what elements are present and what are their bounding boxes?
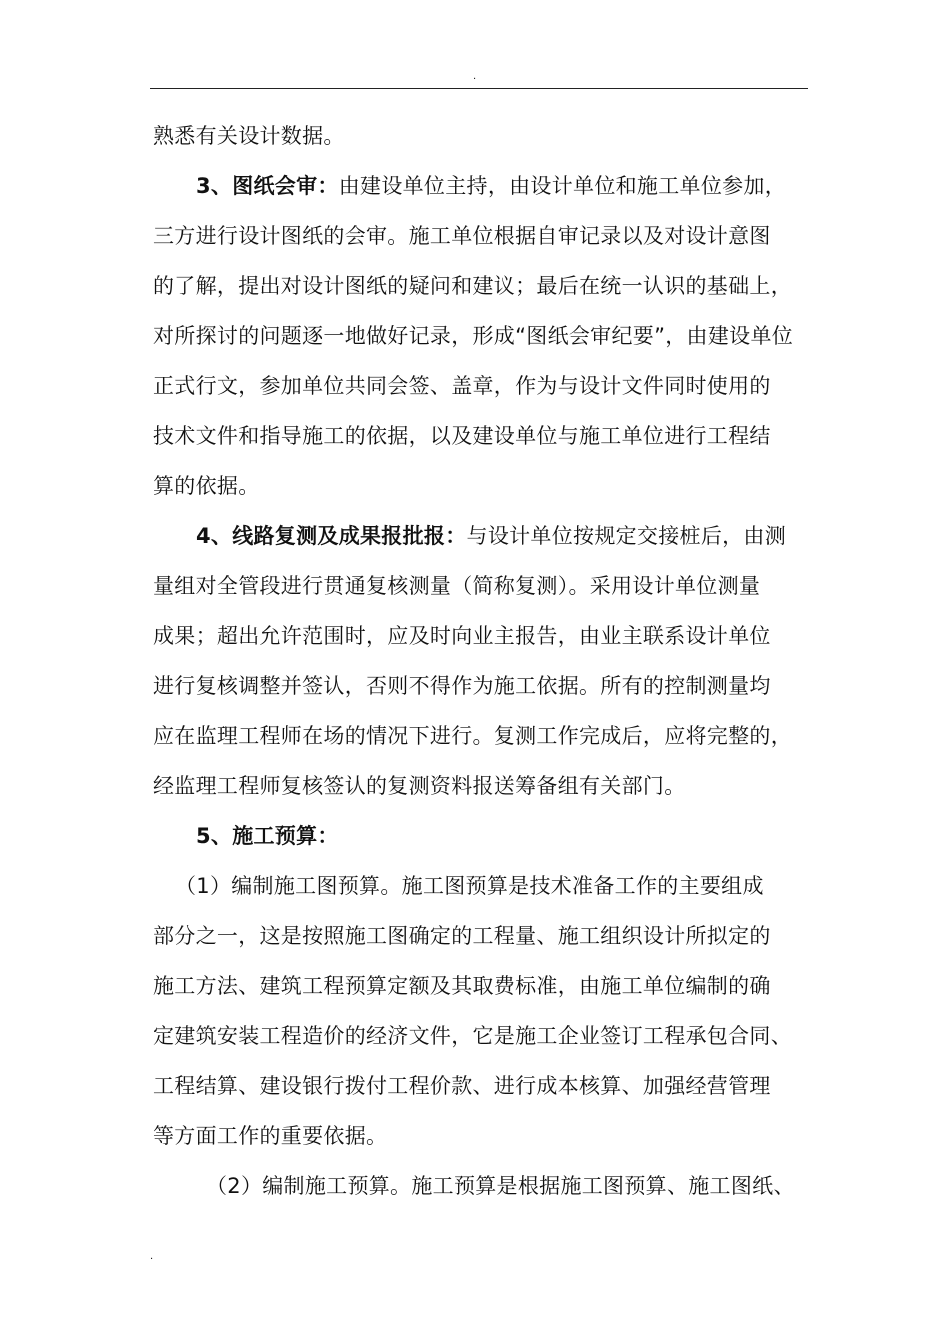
section-3-paragraph (153, 161, 813, 211)
paragraph-line: 施工方法、建筑工程预算定额及其取费标准，由施工单位编制的确 (153, 974, 771, 998)
paragraph-line: 应在监理工程师在场的情况下进行。复测工作完成后，应将完整的， (153, 724, 792, 748)
section-5-heading: 5、施工预算： (196, 824, 339, 848)
paragraph-line: 量组对全管段进行贯通复核测量（简称复测）。采用设计单位测量 (153, 574, 761, 598)
document-body (153, 111, 813, 1211)
paragraph-line: 正式行文，参加单位共同会签、盖章，作为与设计文件同时使用的 (153, 374, 771, 398)
paragraph-line: 由建设单位主持，由设计单位和施工单位参加， (338, 174, 787, 198)
section-4-heading: 4、线路复测及成果报批报： (196, 524, 467, 548)
paragraph-line: 定建筑安装工程造价的经济文件，它是施工企业签订工程承包合同、 (153, 1024, 792, 1048)
header-mark: . (473, 71, 477, 82)
footer-mark: . (150, 1251, 154, 1262)
section-3-heading: 3、图纸会审： (196, 174, 339, 198)
paragraph-line: 成果；超出允许范围时，应及时向业主报告，由业主联系设计单位 (153, 624, 771, 648)
paragraph-line: 的了解，提出对设计图纸的疑问和建议；最后在统一认识的基础上， (153, 274, 792, 298)
subsection-2-paragraph: （2）编制施工预算。施工预算是根据施工图预算、施工图纸、 (206, 1174, 795, 1198)
section-4-paragraph (153, 511, 813, 561)
paragraph-line: 对所探讨的问题逐一地做好记录，形成“图纸会审纪要”，由建设单位 (153, 324, 794, 348)
paragraph-line: 与设计单位按规定交接桩后，由测 (466, 524, 787, 548)
paragraph-line: 技术文件和指导施工的依据，以及建设单位与施工单位进行工程结 (153, 424, 771, 448)
paragraph-line: 工程结算、建设银行拨付工程价款、进行成本核算、加强经营管理 (153, 1074, 771, 1098)
paragraph-line: 部分之一，这是按照施工图确定的工程量、施工组织设计所拟定的 (153, 924, 771, 948)
paragraph-line: 熟悉有关设计数据。 (153, 124, 345, 148)
subsection-1-paragraph: （1）编制施工图预算。施工图预算是技术准备工作的主要组成 (175, 874, 764, 898)
paragraph-line: 算的依据。 (153, 474, 260, 498)
paragraph-line: 进行复核调整并签认，否则不得作为施工依据。所有的控制测量均 (153, 674, 771, 698)
paragraph-line: 等方面工作的重要依据。 (153, 1124, 388, 1148)
paragraph-line: 经监理工程师复核签认的复测资料报送筹备组有关部门。 (153, 774, 686, 798)
paragraph-line: 三方进行设计图纸的会审。施工单位根据自审记录以及对设计意图 (153, 224, 771, 248)
header-rule (150, 88, 808, 89)
